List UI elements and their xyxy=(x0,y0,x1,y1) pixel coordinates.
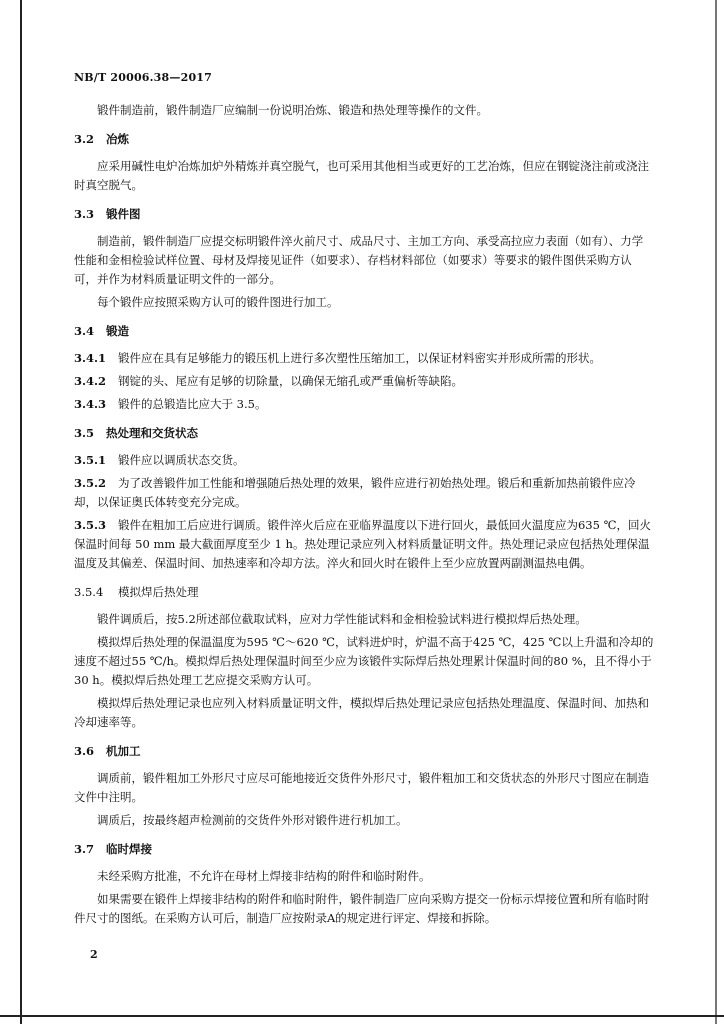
section-title: 冶炼 xyxy=(106,132,129,146)
clause-number: 3.4.1 xyxy=(74,351,107,365)
clause-text: 钢锭的头、尾应有足够的切除量，以确保无缩孔或严重偏析等缺陷。 xyxy=(118,374,463,388)
scan-border-right xyxy=(715,0,717,1024)
body-paragraph: 锻件制造前，锻件制造厂应编制一份说明冶炼、锻造和热处理等操作的文件。 xyxy=(97,103,488,117)
section-number: 3.4 xyxy=(74,324,95,338)
section-title: 热处理和交货状态 xyxy=(106,426,198,440)
page-number: 2 xyxy=(90,948,98,961)
numbered-clause xyxy=(74,451,654,470)
body-paragraph: 模拟焊后热处理记录也应列入材料质量证明文件，模拟焊后热处理记录应包括热处理温度、保温时间、加热和冷却速率等。 xyxy=(74,696,649,729)
body-paragraph: 每个锻件应按照采购方认可的锻件图进行加工。 xyxy=(97,295,339,309)
numbered-clause xyxy=(74,474,654,512)
section-number: 3.5 xyxy=(74,426,95,440)
clause-text: 锻件的总锻造比应大于 3.5。 xyxy=(118,397,267,411)
clause-text: 为了改善锻件加工性能和增强随后热处理的效果，锻件应进行初始热处理。锻后和重新加热前锻件应冷却，以保证奥氏体转变充分完成。 xyxy=(74,476,636,509)
standard-code-header: NB/T 20006.38—2017 xyxy=(74,71,213,84)
section-heading xyxy=(74,130,654,149)
numbered-clause xyxy=(74,372,654,391)
body-paragraph: 未经采购方批准，不允许在母材上焊接非结构的附件和临时附件。 xyxy=(97,869,431,883)
clause-text: 锻件应以调质状态交货。 xyxy=(118,453,245,467)
clause-number: 3.5.3 xyxy=(74,518,107,532)
section-heading xyxy=(74,424,654,443)
section-number: 3.2 xyxy=(74,132,95,146)
numbered-clause xyxy=(74,395,654,414)
clause-text: 锻件在粗加工后应进行调质。锻件淬火后应在亚临界温度以下进行回火，最低回火温度应为635 ℃，回火保温时间每 50 mm 最大截面厚度至少 1 h。热处理记录应列入材料质量证明文件。热处理记录应包括热处理保温温度及其偏差、保温时间、加热速率和冷却方法。淬火和回火时在锻件上至少应放置两副测温热电偶。 xyxy=(74,518,651,570)
body-paragraph: 调质前，锻件粗加工外形尺寸应尽可能地接近交货件外形尺寸，锻件粗加工和交货状态的外形尺寸图应在制造文件中注明。 xyxy=(74,771,649,804)
section-number: 3.5.4 xyxy=(74,585,104,599)
section-title: 临时焊接 xyxy=(106,842,152,856)
body-paragraph: 模拟焊后热处理的保温温度为595 ℃～620 ℃，试料进炉时，炉温不高于425 ℃，425 ℃以上升温和冷却的速度不超过55 ℃/h。模拟焊后热处理保温时间至少应为该锻件实际焊后热处理累计保温时间的80 %，且不得小于30 h。模拟焊后热处理工艺应提交采购方认可。 xyxy=(74,635,654,687)
document-body xyxy=(74,101,654,928)
section-heading xyxy=(74,742,654,761)
body-paragraph: 如果需要在锻件上焊接非结构的附件和临时附件，锻件制造厂应向采购方提交一份标示焊接位置和所有临时附件尺寸的图纸。在采购方认可后，制造厂应按附录A的规定进行评定、焊接和拆除。 xyxy=(74,892,649,925)
section-heading xyxy=(74,322,654,341)
clause-number: 3.5.2 xyxy=(74,476,107,490)
scan-border-bottom xyxy=(0,1015,724,1017)
section-title: 模拟焊后热处理 xyxy=(118,585,199,599)
numbered-clause xyxy=(74,349,654,368)
clause-number: 3.4.2 xyxy=(74,374,107,388)
clause-text: 锻件应在具有足够能力的锻压机上进行多次塑性压缩加工，以保证材料密实并形成所需的形状。 xyxy=(118,351,601,365)
body-paragraph: 应采用碱性电炉冶炼加炉外精炼并真空脱气，也可采用其他相当或更好的工艺冶炼，但应在钢锭浇注前或浇注时真空脱气。 xyxy=(74,159,649,192)
section-title: 机加工 xyxy=(106,744,141,758)
document-content xyxy=(74,68,654,932)
body-paragraph: 制造前，锻件制造厂应提交标明锻件淬火前尺寸、成品尺寸、主加工方向、承受高拉应力表面（如有）、力学性能和金相检验试样位置、母材及焊接见证件（如要求）、存档材料部位（如要求）等要求的锻件图供采购方认可，并作为材料质量证明文件的一部分。 xyxy=(74,234,644,286)
section-heading xyxy=(74,583,654,602)
section-number: 3.6 xyxy=(74,744,95,758)
section-heading xyxy=(74,205,654,224)
clause-number: 3.5.1 xyxy=(74,453,107,467)
section-title: 锻件图 xyxy=(106,207,141,221)
scan-border-left xyxy=(20,0,22,1024)
body-paragraph: 调质后，按最终超声检测前的交货件外形对锻件进行机加工。 xyxy=(97,813,408,827)
section-number: 3.3 xyxy=(74,207,95,221)
section-title: 锻造 xyxy=(106,324,129,338)
clause-number: 3.4.3 xyxy=(74,397,107,411)
section-heading xyxy=(74,840,654,859)
body-paragraph: 锻件调质后，按5.2所述部位截取试料，应对力学性能试料和金相检验试料进行模拟焊后热处理。 xyxy=(97,612,587,626)
numbered-clause xyxy=(74,516,654,573)
section-number: 3.7 xyxy=(74,842,95,856)
